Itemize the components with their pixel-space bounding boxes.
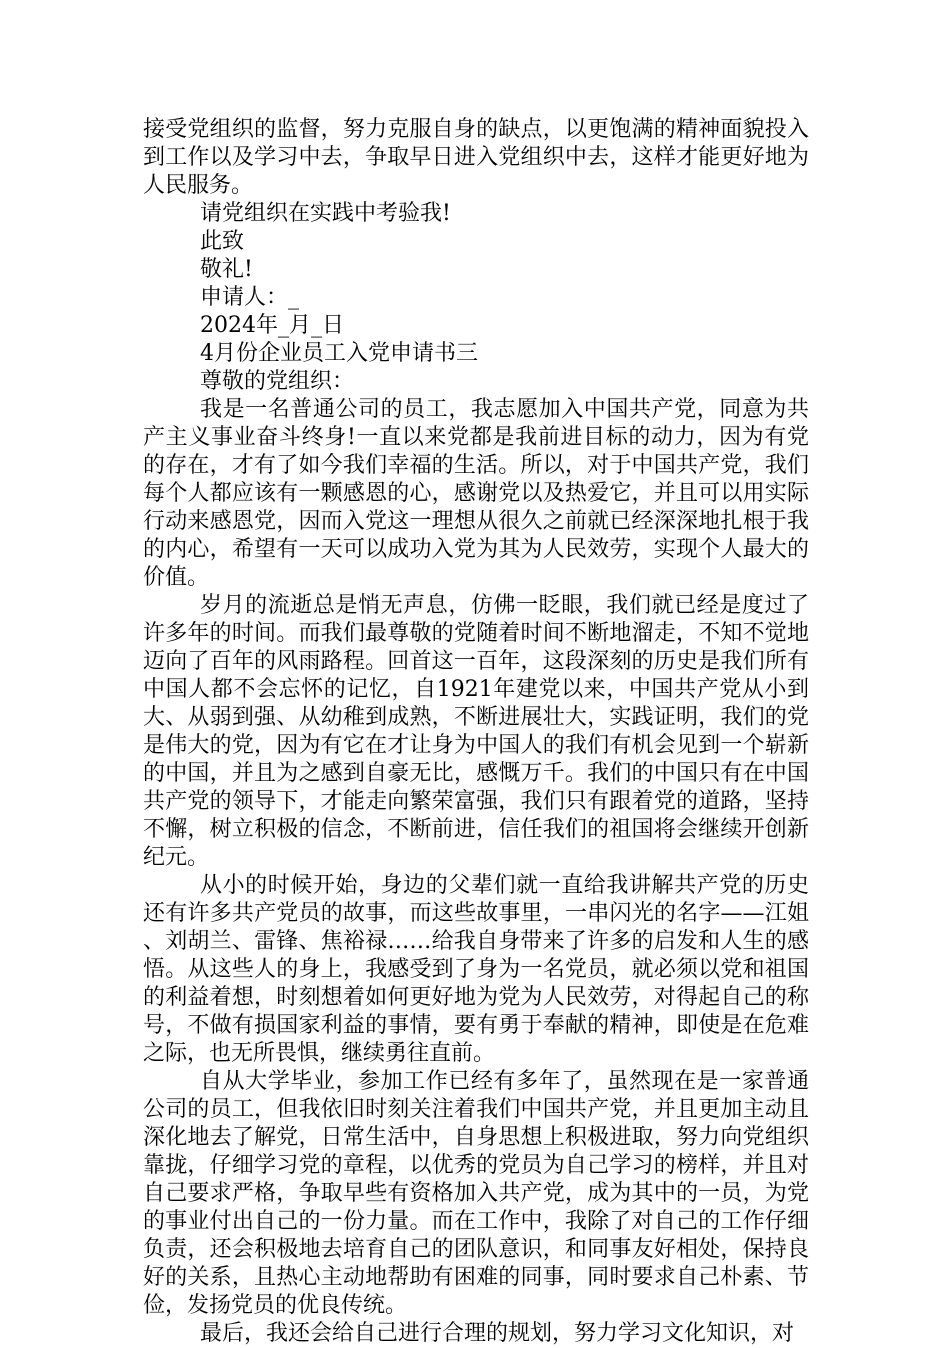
closing-cizhi: 此致 [200, 229, 245, 254]
applicant-line: 申请人：_ [200, 285, 300, 310]
paragraph-5: 最后，我还会给自己进行合理的规划，努力学习文化知识，对 [200, 1321, 795, 1346]
paragraph-2: 岁月的流逝总是悄无声息，仿佛一眨眼，我们就已经是度过了许多年的时间。而我们最尊敬的党随着时间不断地溜走，不知不觉地迈向了百年的风雨路程。回首这一百年，这段深刻的历史是我们所有中国人都不会忘怀的记忆，自1921年建党以来，中国共产党从小到大、从弱到强、从幼稚到成熟，不断进展壮大，实践证明，我们的党是伟大的党，因为有它在才让身为中国人的我们有机会见到一个崭新的中国，并且为之感到自豪无比，感慨万千。我们的中国只有在中国共产党的领导下，才能走向繁荣富强，我们只有跟着党的道路，坚持不懈，树立积极的信念，不断前进，信任我们的祖国将会继续开创新纪元。 [143, 593, 809, 870]
section-title: 4月份企业员工入党申请书三 [200, 341, 478, 366]
paragraph-continued: 接受党组织的监督，努力克服自身的缺点，以更饱满的精神面貌投入到工作以及学习中去，争取早日进入党组织中去，这样才能更好地为人民服务。 [143, 117, 809, 198]
request-line: 请党组织在实践中考验我! [200, 201, 451, 226]
salutation: 尊敬的党组织： [200, 369, 355, 394]
paragraph-1: 我是一名普通公司的员工，我志愿加入中国共产党，同意为共产主义事业奋斗终身!一直以来党都是我前进目标的动力，因为有党的存在，才有了如今我们幸福的生活。所以，对于中国共产党，我们每个人都应该有一颗感恩的心，感谢党以及热爱它，并且可以用实际行动来感恩党，因而入党这一理想从很久之前就已经深深地扎根于我的内心，希望有一天可以成功入党为其为人民效劳，实现个人最大的价值。 [143, 397, 809, 590]
document-body [143, 116, 809, 1348]
closing-jingli: 敬礼! [200, 257, 253, 282]
paragraph-3: 从小的时候开始，身边的父辈们就一直给我讲解共产党的历史还有许多共产党员的故事，而这些故事里，一串闪光的名字——江姐、刘胡兰、雷锋、焦裕禄……给我自身带来了许多的启发和人生的感悟。从这些人的身上，我感受到了身为一名党员，就必须以党和祖国的利益着想，时刻想着如何更好地为党为人民效劳，对得起自己的称号，不做有损国家利益的事情，要有勇于奉献的精神，即使是在危难之际，也无所畏惧，继续勇往直前。 [143, 873, 809, 1066]
paragraph-4: 自从大学毕业，参加工作已经有多年了，虽然现在是一家普通公司的员工，但我依旧时刻关注着我们中国共产党，并且更加主动且深化地去了解党，日常生活中，自身思想上积极进取，努力向党组织靠拢，仔细学习党的章程，以优秀的党员为自己学习的榜样，并且对自己要求严格，争取早些有资格加入共产党，成为其中的一员，为党的事业付出自己的一份力量。而在工作中，我除了对自己的工作仔细负责，还会积极地去培育自己的团队意识，和同事友好相处，保持良好的关系，且热心主动地帮助有困难的同事，同时要求自己朴素、节俭，发扬党员的优良传统。 [143, 1069, 809, 1318]
date-line: 2024年_月_日 [200, 313, 344, 338]
